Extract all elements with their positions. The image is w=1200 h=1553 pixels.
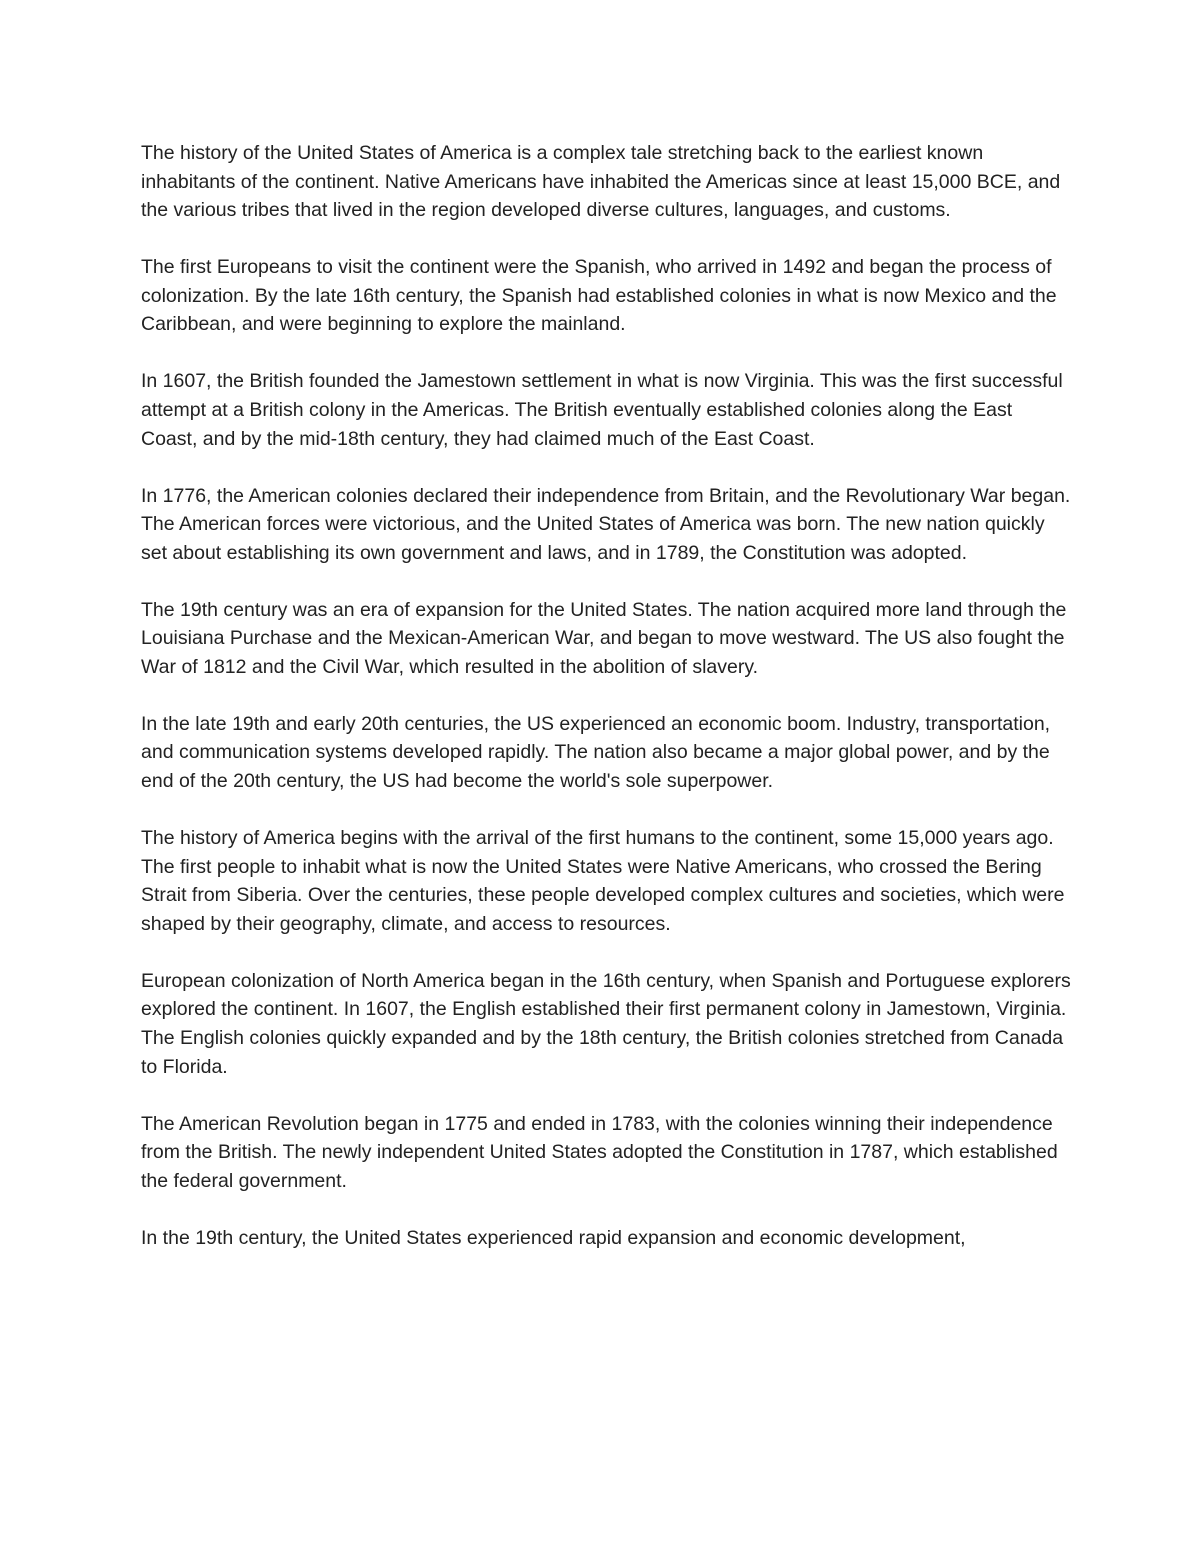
paragraph-8: European colonization of North America began in the 16th century, when Spanish and Portuguese explorers explored the continent. In 1607, the English established their first permanent colony in Jamestown, Virginia. The English colonies quickly expanded and by the 18th century, the British colonies stretched from Canada to Florida. — [141, 969, 1071, 1078]
paragraph-5: The 19th century was an era of expansion for the United States. The nation acquired more land through the Louisiana Purchase and the Mexican-American War, and began to move westward. The US also fought the War of 1812 and the Civil War, which resulted in the abolition of slavery. — [141, 598, 1067, 678]
paragraph-6: In the late 19th and early 20th centuries, the US experienced an economic boom. Industry, transportation, and communication systems developed rapidly. The nation also became a major global power, and by the end of the 20th century, the US had become the world's sole superpower. — [141, 712, 1051, 793]
paragraph-2: The first Europeans to visit the continent were the Spanish, who arrived in 1492 and began the process of colonization. By the late 16th century, the Spanish had established colonies in what is now Mexico and the Caribbean, and were beginning to explore the mainland. — [141, 256, 1057, 336]
paragraph-4: In 1776, the American colonies declared their independence from Britain, and the Revolutionary War began. The American forces were victorious, and the United States of America was born. The new nation quickly set about establishing its own government and laws, and in 1789, the Constitution was adopted. — [141, 484, 1071, 564]
paragraph-10: In the 19th century, the United States experienced rapid expansion and economic development, — [141, 1226, 966, 1249]
paragraph-9: The American Revolution began in 1775 and ended in 1783, with the colonies winning their independence from the British. The newly independent United States adopted the Constitution in 1787, which established the federal government. — [141, 1112, 1058, 1192]
document-body — [141, 139, 1071, 1281]
paragraph-7: The history of America begins with the arrival of the first humans to the continent, some 15,000 years ago. The first people to inhabit what is now the United States were Native Americans, who crossed the Bering Strait from Siberia. Over the centuries, these people developed complex cultures and societies, which were shaped by their geography, climate, and access to resources. — [141, 827, 1065, 935]
paragraph-3: In 1607, the British founded the Jamestown settlement in what is now Virginia. This was the first successful attempt at a British colony in the Americas. The British eventually established colonies along the East Coast, and by the mid-18th century, they had claimed much of the East Coast. — [141, 370, 1063, 450]
paragraph-1: The history of the United States of America is a complex tale stretching back to the earliest known inhabitants of the continent. Native Americans have inhabited the Americas since at least 15,000 BCE, and the various tribes that lived in the region developed diverse cultures, languages, and customs. — [141, 142, 1061, 222]
